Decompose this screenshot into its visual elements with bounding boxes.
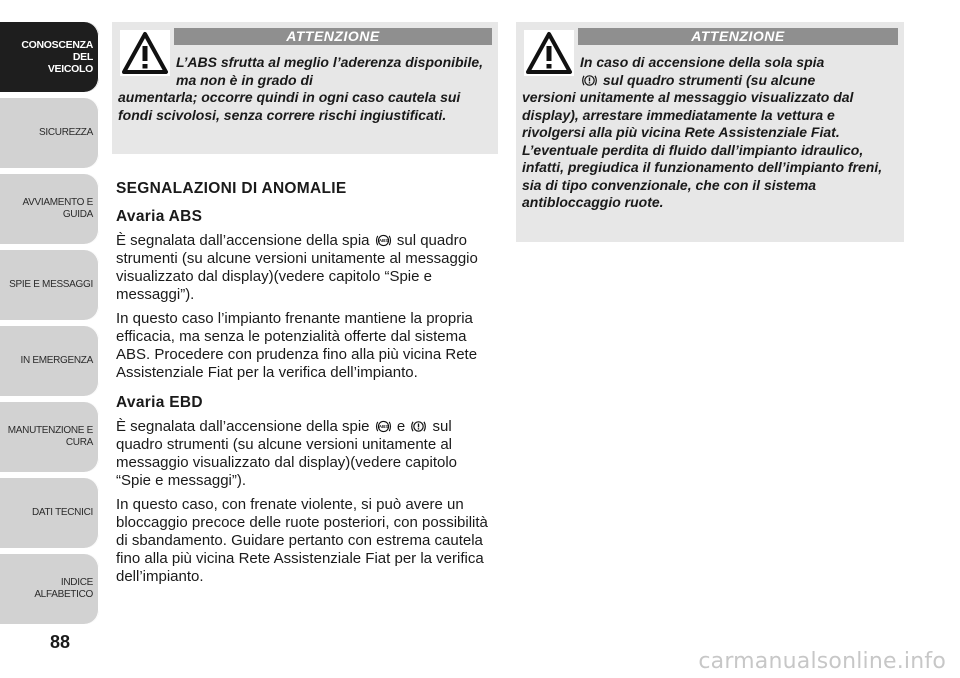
ebd-section (116, 394, 496, 586)
tab-indice-alfabetico[interactable] (0, 554, 99, 624)
tab-label: MANUTENZIONE E CURA (7, 425, 93, 448)
abs-fault-paragraph-1 (116, 232, 496, 304)
warning-text-tail: aumentarla; occorre quindi in ogni caso cautela sui fondi scivolosi, senza correre rischi ingiustificati. (118, 89, 461, 123)
text: sul quadro strumenti (su alcune versioni unitamente al messaggio visualizzato dal display)(vedere capitolo “Spie e messaggi”). (116, 418, 458, 489)
svg-text:ABS: ABS (378, 238, 388, 244)
ebd-fault-paragraph-2: In questo caso, con frenate violente, si può avere un bloccaggio precoce delle ruote posteriori, con possibilità di sbandamento. Guidare pertanto con estrema cautela fino alla più vicina Rete Assistenziale Fiat per la verifica dell’impianto. (116, 496, 488, 585)
tab-manutenzione-e-cura[interactable] (0, 402, 99, 472)
warning-text-head: In caso di accensione della sola spia (580, 54, 825, 70)
warning-title: ATTENZIONE (578, 28, 898, 45)
tab-label: SICUREZZA (39, 127, 93, 138)
abs-fault-title: Avaria ABS (116, 208, 203, 225)
tab-label: IN EMERGENZA (20, 355, 93, 366)
warning-title: ATTENZIONE (174, 28, 492, 45)
text: È segnalata dall’accensione della spia (116, 232, 370, 249)
watermark: carmanualsonline.info (698, 649, 946, 674)
text: e (396, 418, 406, 435)
warning-text-head: L’ABS sfrutta al meglio l’aderenza disponibile, ma non è in grado di (176, 54, 484, 88)
text: È segnalata dall’accensione della spie (116, 418, 370, 435)
section-heading: SEGNALAZIONI DI ANOMALIE (116, 180, 347, 197)
tab-in-emergenza[interactable] (0, 326, 99, 396)
warning-text (118, 54, 490, 124)
svg-text:ABS: ABS (378, 424, 388, 430)
ebd-fault-title: Avaria EBD (116, 394, 203, 411)
abs-warning-light-icon (375, 419, 392, 434)
warning-text-head2: sul quadro strumenti (su alcune (602, 71, 816, 88)
warning-box-brake (516, 22, 904, 242)
tab-label: CONOSCENZA DEL VEICOLO (21, 39, 93, 75)
page-number: 88 (50, 632, 71, 652)
tab-label: AVVIAMENTO E GUIDA (22, 197, 93, 220)
tab-spie-e-messaggi[interactable] (0, 250, 99, 320)
tab-label: DATI TECNICI (31, 507, 93, 518)
brake-warning-light-icon (410, 419, 427, 434)
tab-conoscenza-del-veicolo[interactable] (0, 22, 99, 92)
tab-dati-tecnici[interactable] (0, 478, 99, 548)
tab-sicurezza[interactable] (0, 98, 99, 168)
warning-box-abs (112, 22, 498, 154)
abs-fault-paragraph-2: In questo caso l’impianto frenante mantiene la propria efficacia, ma senza le potenzialità offerte dal sistema ABS. Procedere con prudenza fino alla più vicina Rete Assistenziale Fiat per la verifica dell’impianto. (116, 310, 478, 381)
brake-warning-light-icon (581, 73, 598, 88)
tab-label: INDICE ALFABETICO (34, 577, 93, 600)
tab-avviamento-e-guida[interactable] (0, 174, 99, 244)
warning-text (522, 54, 898, 212)
warning-text-tail: versioni unitamente al messaggio visualizzato dal display), arrestare immediatamente la vettura e rivolgersi alla più vicina Rete Assistenziale Fiat. L’eventuale perdita di fluido dall’impianto idraulico, infatti, pregiudica il funzionamento dell’impianto freni, sia di tipo convenzionale, che con il sistema antibloccaggio ruote. (522, 89, 883, 210)
ebd-fault-paragraph-1 (116, 418, 496, 490)
main-content (116, 180, 496, 592)
tab-label: SPIE E MESSAGGI (9, 279, 93, 290)
text: sul quadro strumenti (su alcune versioni unitamente al messaggio visualizzato dal display)(vedere capitolo “Spie e messaggi”). (116, 232, 478, 303)
abs-warning-light-icon (375, 233, 392, 248)
